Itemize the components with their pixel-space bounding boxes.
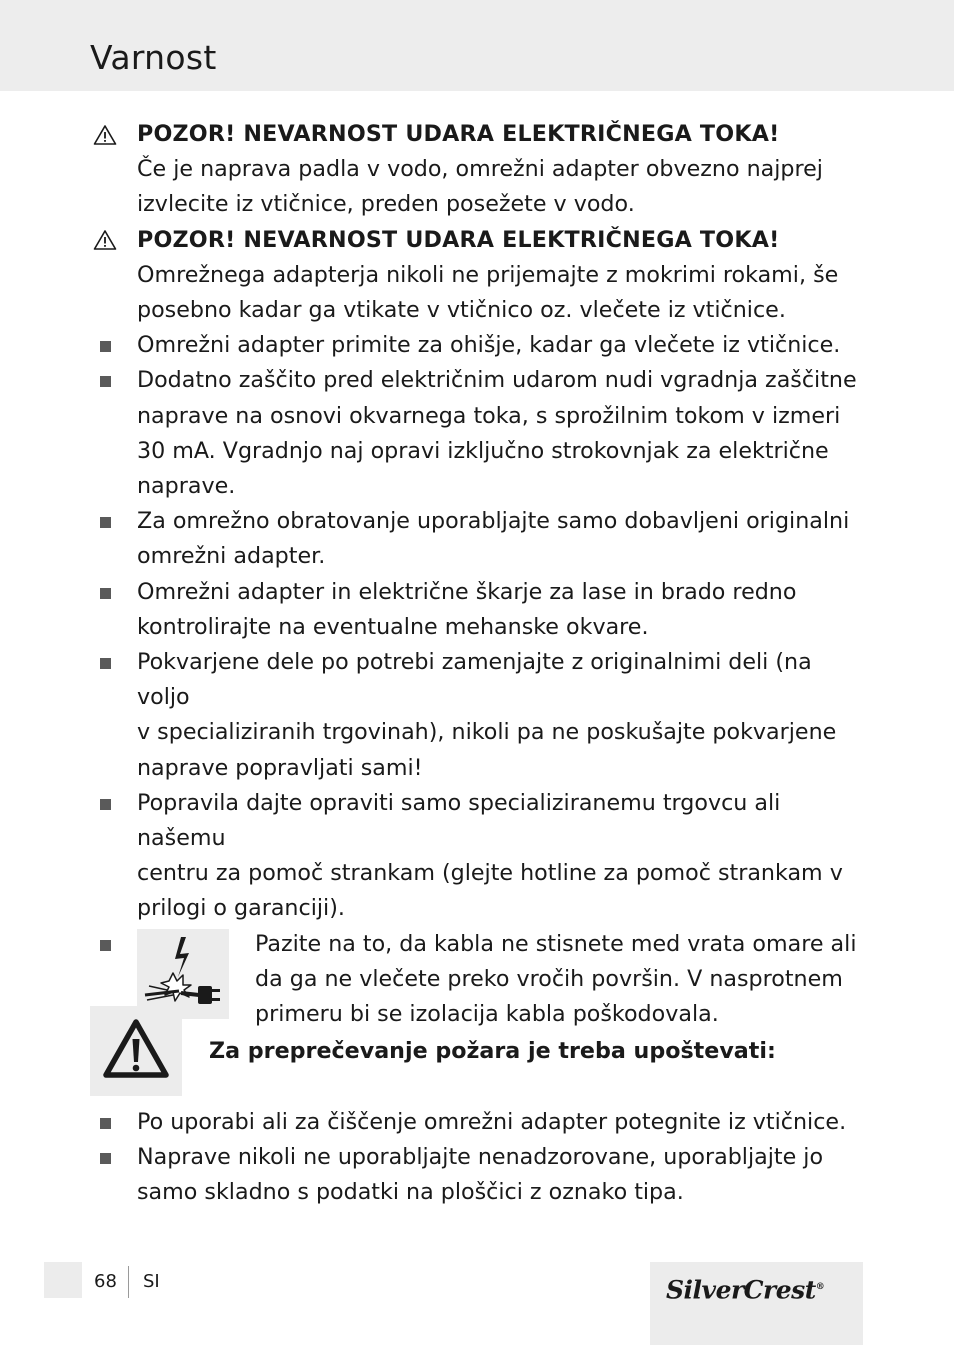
bullet (90, 363, 120, 398)
language-code: SI (143, 1271, 160, 1292)
registered-mark: ® (815, 1282, 825, 1292)
bullet (90, 1105, 120, 1140)
footer-divider (128, 1266, 129, 1298)
list-item-text: 30 mA. Vgradnjo naj opravi izključno strokovnjak za električne (137, 437, 829, 464)
list-item-text: centru za pomoč strankam (glejte hotline za pomoč strankam v (137, 860, 843, 887)
cable-note-text: Pazite na to, da kabla ne stisnete med vrata omare ali (255, 930, 857, 957)
list-item-text: Dodatno zaščito pred električnim udarom nudi vgradnja zaščitne (137, 367, 857, 394)
bullet (90, 575, 120, 610)
list-item-text: Omrežni adapter in električne škarje za lase in brado redno (137, 578, 797, 605)
bullet (90, 504, 120, 539)
bullet (90, 1140, 120, 1175)
list-item (90, 1140, 870, 1210)
warning-text-line: Če je naprava padla v vodo, omrežni adapter obvezno najprej (137, 156, 823, 183)
list-item (90, 504, 870, 574)
list-item-text: samo skladno s podatki na ploščici z oznako tipa. (137, 1179, 684, 1206)
list-item-text: Popravila dajte opraviti samo specializiranemu trgovcu ali našemu (137, 789, 781, 852)
list-item-text: naprave. (137, 473, 236, 500)
list-item (90, 645, 870, 786)
warning-text-line: izvlecite iz vtičnice, preden posežete v vodo. (137, 191, 635, 218)
bullet (90, 927, 120, 962)
page-title: Varnost (90, 38, 217, 77)
fire-prevention-heading-block (90, 1006, 870, 1096)
list-item-text: Naprave nikoli ne uporabljajte nenadzorovane, uporabljajte jo (137, 1144, 824, 1171)
warning-title: POZOR! NEVARNOST UDARA ELEKTRIČNEGA TOKA! (137, 121, 780, 147)
list-item-text: v specializiranih trgovinah), nikoli pa ne poskušajte pokvarjene (137, 719, 837, 746)
bullet (90, 328, 120, 363)
list-item-text: prilogi o garanciji). (137, 895, 345, 922)
brand-logo (666, 1270, 824, 1307)
warning-text-line: posebno kadar ga vtikate v vtičnico oz. vlečete iz vtičnice. (137, 297, 786, 324)
list-item (90, 575, 870, 645)
list-item-text: Pokvarjene dele po potrebi zamenjajte z originalnimi deli (na voljo (137, 649, 812, 711)
list-item-text: Omrežni adapter primite za ohišje, kadar ga vlečete iz vtičnice. (137, 332, 841, 359)
list-item (90, 786, 870, 927)
list-item-text: naprave popravljati sami! (137, 754, 423, 781)
small-warning-triangle-icon (90, 223, 120, 258)
warning-text-line: Omrežnega adapterja nikoli ne prijemajte z mokrimi rokami, še (137, 261, 839, 288)
list-item-text: Za omrežno obratovanje uporabljajte samo dobavljeni originalni (137, 508, 850, 535)
safety-instructions (90, 117, 870, 1032)
fire-prevention-heading: Za preprečevanje požara je treba upoštevati: (209, 1038, 776, 1064)
bullet (90, 786, 120, 821)
list-item (90, 328, 870, 363)
bullet (90, 645, 120, 680)
fire-prevention-list (90, 1105, 870, 1211)
footer-tab (44, 1262, 82, 1298)
brand-box (650, 1262, 863, 1345)
cable-note-text: primeru bi se izolacija kabla poškodovala. (255, 1001, 719, 1028)
small-warning-triangle-icon (90, 117, 120, 152)
warning-triangle-icon (90, 1006, 182, 1096)
warning-electric-shock-wet-hands (90, 223, 870, 329)
list-item (90, 363, 870, 504)
list-item-text: kontrolirajte na eventualne mehanske okvare. (137, 613, 649, 640)
warning-title: POZOR! NEVARNOST UDARA ELEKTRIČNEGA TOKA! (137, 226, 780, 253)
cable-note-text: da ga ne vlečete preko vročih površin. V nasprotnem (255, 965, 843, 992)
page-number: 68 (94, 1271, 117, 1292)
warning-electric-shock-water (90, 117, 870, 223)
list-item (90, 1105, 870, 1140)
list-item-text: naprave na osnovi okvarnega toka, s sprožilnim tokom v izmeri (137, 402, 841, 429)
list-item-text: Po uporabi ali za čiščenje omrežni adapter potegnite iz vtičnice. (137, 1109, 847, 1135)
brand-name: SilverCrest (666, 1275, 816, 1305)
list-item-text: omrežni adapter. (137, 543, 326, 570)
